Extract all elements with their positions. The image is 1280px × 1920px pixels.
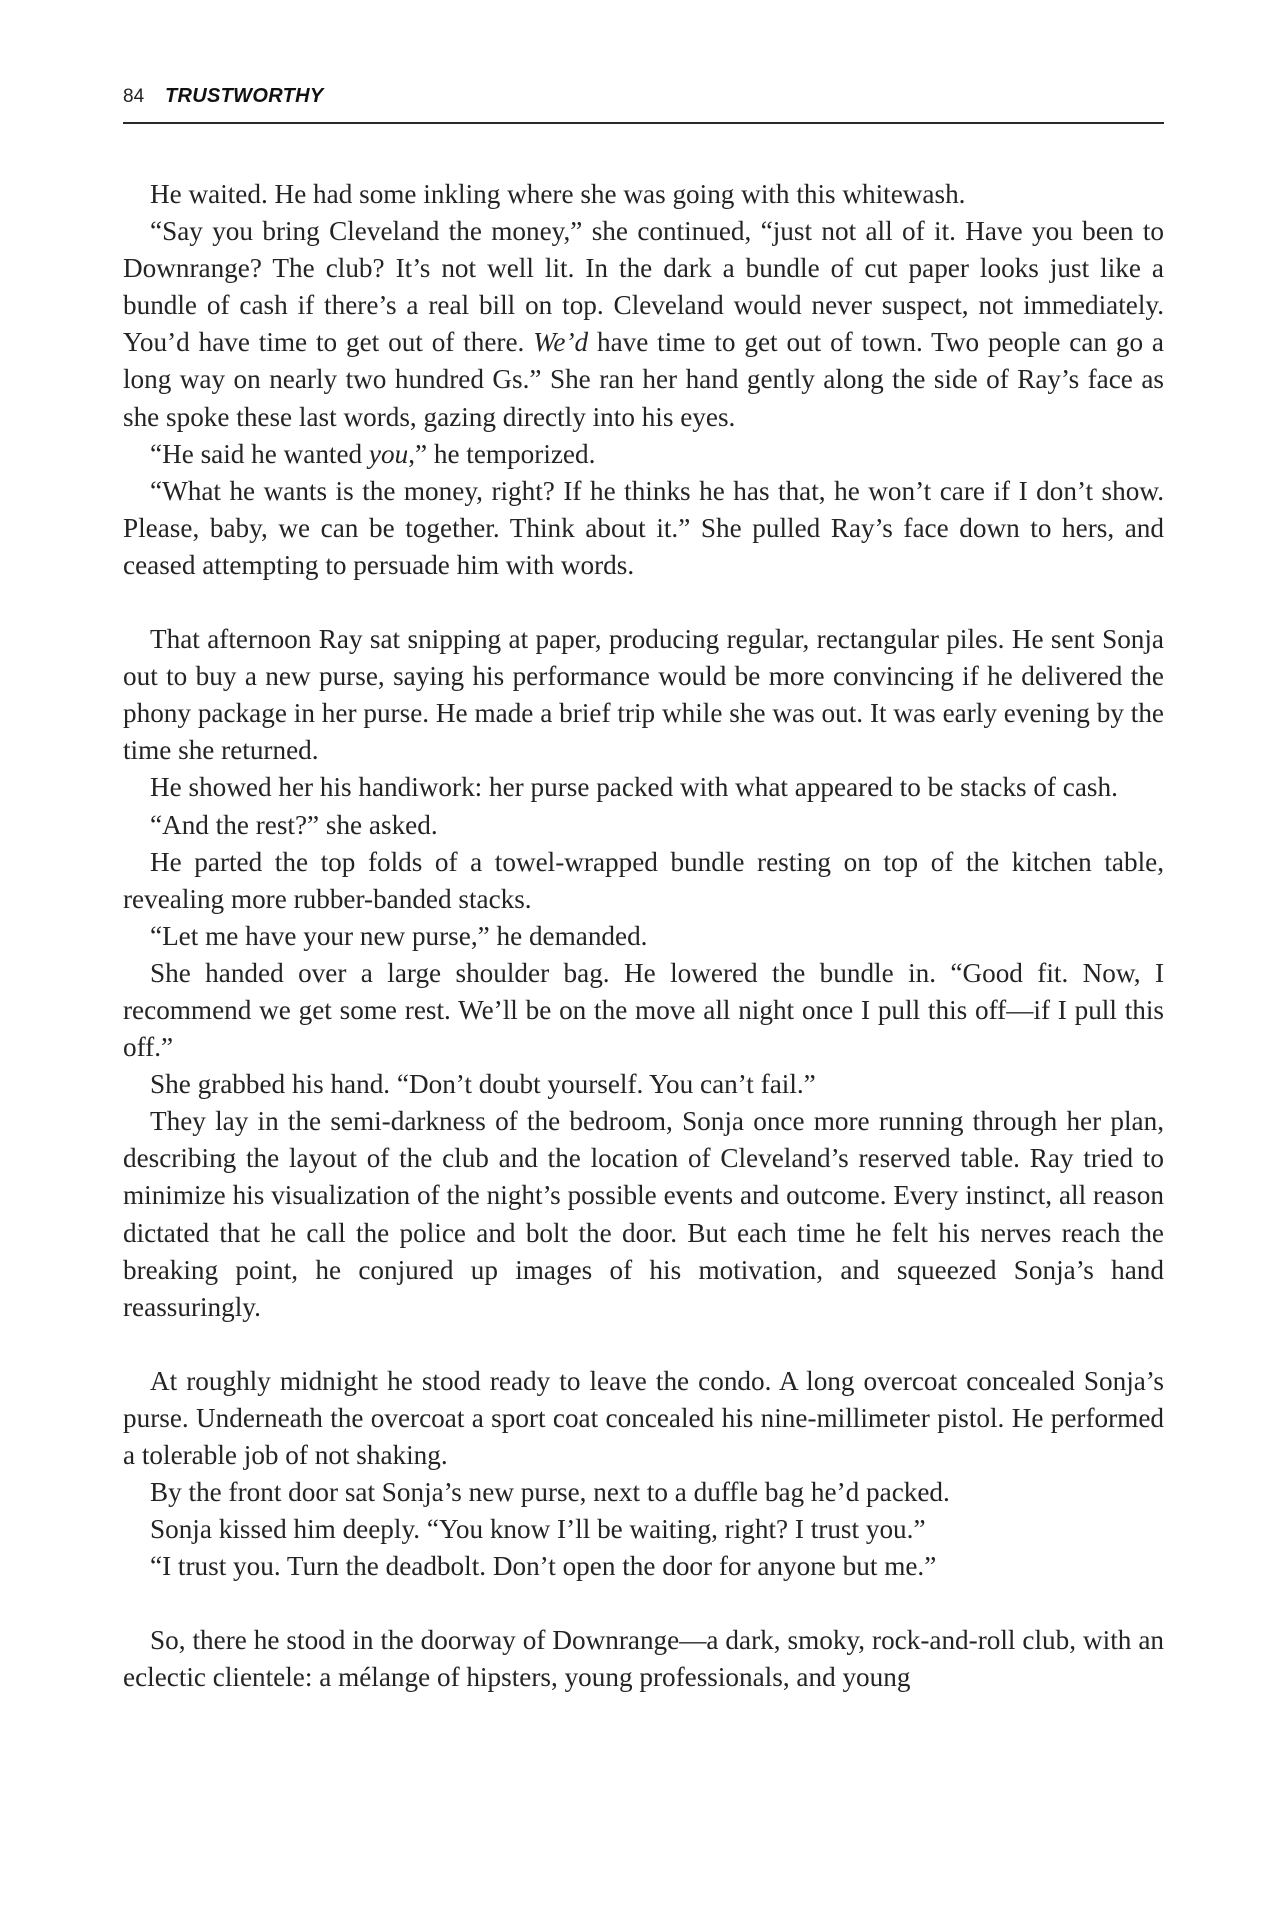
running-head <box>123 82 1164 124</box>
emphasis: you <box>368 438 409 469</box>
paragraph: “And the rest?” she asked. <box>150 809 438 840</box>
paragraph: At roughly midnight he stood ready to leave the condo. A long overcoat concealed Sonja’s purse. Underneath the overcoat a sport coat concealed his nine-millimeter pistol. He performed a tolerable job of not shaking. <box>123 1365 1164 1470</box>
book-title: TRUSTWORTHY <box>165 85 324 107</box>
paragraph: “He said he wanted you,” he temporized. <box>150 438 596 469</box>
page-number: 84 <box>123 86 145 107</box>
paragraph: He parted the top folds of a towel-wrapped bundle resting on top of the kitchen table, revealing more rubber-banded stacks. <box>123 846 1164 914</box>
paragraph: “Say you bring Cleveland the money,” she continued, “just not all of it. Have you been to Downrange? The club? It’s not well lit. In the dark a bundle of cut paper looks just like a bundle of cash if there’s a real bill on top. Cleveland would never suspect, not immediately. You’d have time to get out of there. We’d have time to get out of town. Two people can go a long way on nearly two hundred Gs.” She ran her hand gently along the side of Ray’s face as she spoke these last words, gazing directly into his eyes. <box>123 216 1164 432</box>
paragraph: So, there he stood in the doorway of Downrange—a dark, smoky, rock-and-roll club, with an eclectic clientele: a mélange of hipsters, young professionals, and young <box>123 1625 1164 1693</box>
paragraph: He showed her his handiwork: her purse packed with what appeared to be stacks of cash. <box>150 772 1118 803</box>
emphasis: We’d <box>533 327 589 358</box>
paragraph: That afternoon Ray sat snipping at paper, producing regular, rectangular piles. He sent Sonja out to buy a new purse, saying his performance would be more convincing if he delivered the phony package in her purse. He made a brief trip while she was out. It was early evening by the time she returned. <box>123 624 1164 766</box>
paragraph: She grabbed his hand. “Don’t doubt yourself. You can’t fail.” <box>150 1069 816 1100</box>
paragraph: They lay in the semi-darkness of the bedroom, Sonja once more running through her plan, describing the layout of the club and the location of Cleveland’s reserved table. Ray tried to minimize his visualization of the night’s possible events and outcome. Every instinct, all reason dictated that he call the police and bolt the door. But each time he felt his nerves reach the breaking point, he conjured up images of his motivation, and squeezed Sonja’s hand reassuringly. <box>123 1106 1164 1322</box>
paragraph: “What he wants is the money, right? If he thinks he has that, he won’t care if I don’t show. Please, baby, we can be together. Think about it.” She pulled Ray’s face down to hers, and ceased attempting to persuade him with words. <box>123 475 1164 580</box>
paragraph: Sonja kissed him deeply. “You know I’ll be waiting, right? I trust you.” <box>150 1514 926 1545</box>
paragraph: He waited. He had some inkling where she was going with this whitewash. <box>150 179 966 209</box>
body-text <box>123 176 1164 1697</box>
paragraph: By the front door sat Sonja’s new purse, next to a duffle bag he’d packed. <box>150 1477 950 1508</box>
paragraph: “I trust you. Turn the deadbolt. Don’t open the door for anyone but me.” <box>150 1551 937 1582</box>
paragraph: She handed over a large shoulder bag. He lowered the bundle in. “Good fit. Now, I recommend we get some rest. We’ll be on the move all night once I pull this off—if I pull this off.” <box>123 957 1164 1063</box>
paragraph: “Let me have your new purse,” he demanded. <box>150 920 648 951</box>
